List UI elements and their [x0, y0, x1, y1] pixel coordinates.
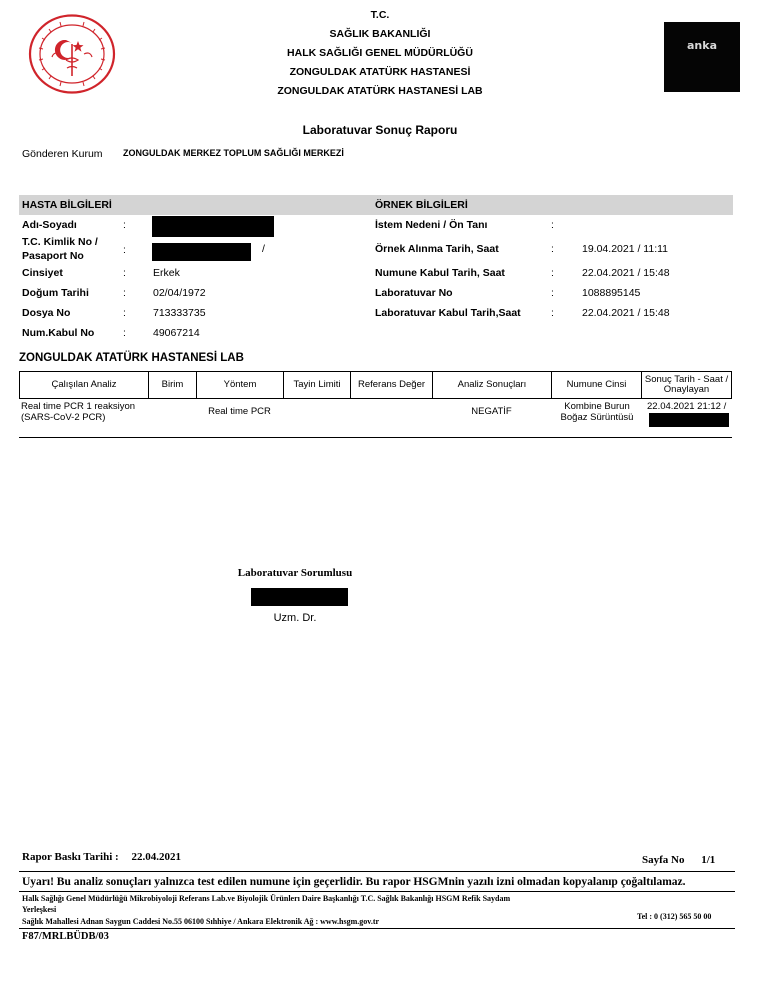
file-no-value: 713333735 — [153, 307, 206, 319]
colon: : — [123, 267, 126, 279]
signature-name: Uzm. Dr. — [273, 612, 317, 624]
page-number — [642, 854, 715, 866]
patient-info-heading: HASTA BİLGİLERİ — [22, 199, 112, 211]
col-result-date: Sonuç Tarih - Saat / Onaylayan — [644, 373, 729, 395]
sample-taken-label: Örnek Alınma Tarih, Saat — [375, 243, 499, 255]
header-country: T.C. — [370, 9, 390, 21]
footer-warning: Uyarı! Bu analiz sonuçları yalnızca test edilen numune için geçerlidir. Bu rapor HSGMnin yazılı izni olmadan kopyalanıp çoğaltılamaz. — [22, 876, 686, 888]
signature-title: Laboratuvar Sorumlusu — [237, 567, 353, 579]
header-ministry: SAĞLIK BAKANLIĞI — [329, 28, 431, 40]
redacted-name — [152, 216, 274, 237]
request-reason-label: İstem Nedeni / Ön Tanı — [375, 219, 488, 231]
footer-rule-top — [19, 871, 735, 872]
sample-accepted-value: 22.04.2021 / 15:48 — [582, 267, 670, 279]
row-sample-type: Kombine Burun Boğaz Sürüntüsü — [560, 401, 634, 423]
colon: : — [551, 307, 554, 319]
col-result: Analiz Sonuçları — [433, 372, 552, 398]
footer-phone: Tel : 0 (312) 565 50 00 — [637, 912, 712, 921]
sender-value: ZONGULDAK MERKEZ TOPLUM SAĞLIĞI MERKEZİ — [123, 148, 344, 158]
row-analysis: Real time PCR 1 reaksiyon (SARS-CoV-2 PCR) — [21, 401, 136, 423]
footer-rule-bottom — [19, 928, 735, 929]
info-section-header — [19, 195, 733, 215]
table-bottom-rule — [19, 437, 732, 438]
colon: : — [551, 219, 554, 231]
header-directorate: HALK SAĞLIĞI GENEL MÜDÜRLÜĞÜ — [287, 47, 473, 59]
lab-section-title: ZONGULDAK ATATÜRK HASTANESİ LAB — [19, 352, 244, 364]
birth-date-value: 02/04/1972 — [153, 287, 206, 299]
redacted-approver — [649, 413, 729, 427]
report-title: Laboratuvar Sonuç Raporu — [302, 123, 458, 137]
redacted-id — [152, 243, 251, 261]
col-sample-type: Numune Cinsi — [552, 372, 642, 398]
results-table-header — [19, 371, 732, 399]
print-date-value: 22.04.2021 — [131, 851, 181, 863]
colon: : — [123, 219, 126, 231]
gender-label: Cinsiyet — [22, 267, 63, 279]
page-label: Sayfa No — [642, 854, 685, 866]
file-no-label: Dosya No — [22, 307, 71, 319]
patient-id-value: / — [262, 243, 265, 255]
patient-name-label: Adı-Soyadı — [22, 219, 77, 231]
row-result-date: 22.04.2021 21:12 / — [647, 401, 727, 412]
row-result: NEGATİF — [471, 406, 512, 417]
col-reference: Referans Değer — [351, 372, 433, 398]
sender-label: Gönderen Kurum — [22, 148, 103, 160]
gender-value: Erkek — [153, 267, 180, 279]
header-lab: ZONGULDAK ATATÜRK HASTANESİ LAB — [277, 85, 483, 97]
ministry-seal-logo — [28, 14, 116, 94]
colon: : — [123, 287, 126, 299]
lab-no-value: 1088895145 — [582, 287, 641, 299]
colon: : — [551, 287, 554, 299]
print-date — [22, 851, 181, 863]
lab-accepted-value: 22.04.2021 / 15:48 — [582, 307, 670, 319]
sample-info-heading: ÖRNEK BİLGİLERİ — [375, 199, 468, 211]
colon: : — [123, 244, 126, 256]
col-unit: Birim — [149, 372, 197, 398]
sample-accepted-label: Numune Kabul Tarih, Saat — [375, 267, 505, 279]
colon: : — [551, 267, 554, 279]
colon: : — [551, 243, 554, 255]
colon: : — [123, 307, 126, 319]
page-value: 1/1 — [701, 854, 716, 866]
header-hospital: ZONGULDAK ATATÜRK HASTANESİ — [289, 66, 471, 78]
col-analysis: Çalışılan Analiz — [20, 372, 149, 398]
acceptance-no-value: 49067214 — [153, 327, 200, 339]
footer-rule-middle — [19, 891, 735, 892]
print-date-label: Rapor Baskı Tarihi : — [22, 851, 119, 863]
footer-institution-line2: Yerleşkesi — [22, 905, 57, 914]
row-method: Real time PCR — [208, 406, 271, 417]
form-code: F87/MRLBÜDB/03 — [22, 931, 109, 942]
anka-watermark: anka — [664, 22, 740, 92]
acceptance-no-label: Num.Kabul No — [22, 327, 95, 339]
col-method: Yöntem — [197, 372, 284, 398]
lab-no-label: Laboratuvar No — [375, 287, 453, 299]
colon: : — [123, 327, 126, 339]
birth-date-label: Doğum Tarihi — [22, 287, 89, 299]
patient-id-label: T.C. Kimlik No / Pasaport No — [22, 236, 98, 262]
sample-taken-value: 19.04.2021 / 11:11 — [582, 243, 669, 255]
footer-institution-line1: Halk Sağlığı Genel Müdürlüğü Mikrobiyoloji Referans Lab.ve Biyolojik Ürünlerı Daire Başkanlığı T.C. Sağlık Bakanlığı HSGM Refik Saydam — [22, 894, 511, 903]
footer-address: Sağlık Mahallesi Adnan Saygun Caddesi No.55 06100 Sıhhiye / Ankara Elektronik Ağ : www.hsgm.gov.tr — [22, 917, 380, 926]
col-limit: Tayin Limiti — [284, 372, 351, 398]
lab-accepted-label: Laboratuvar Kabul Tarih,Saat — [375, 307, 521, 319]
redacted-signatory — [251, 588, 348, 606]
